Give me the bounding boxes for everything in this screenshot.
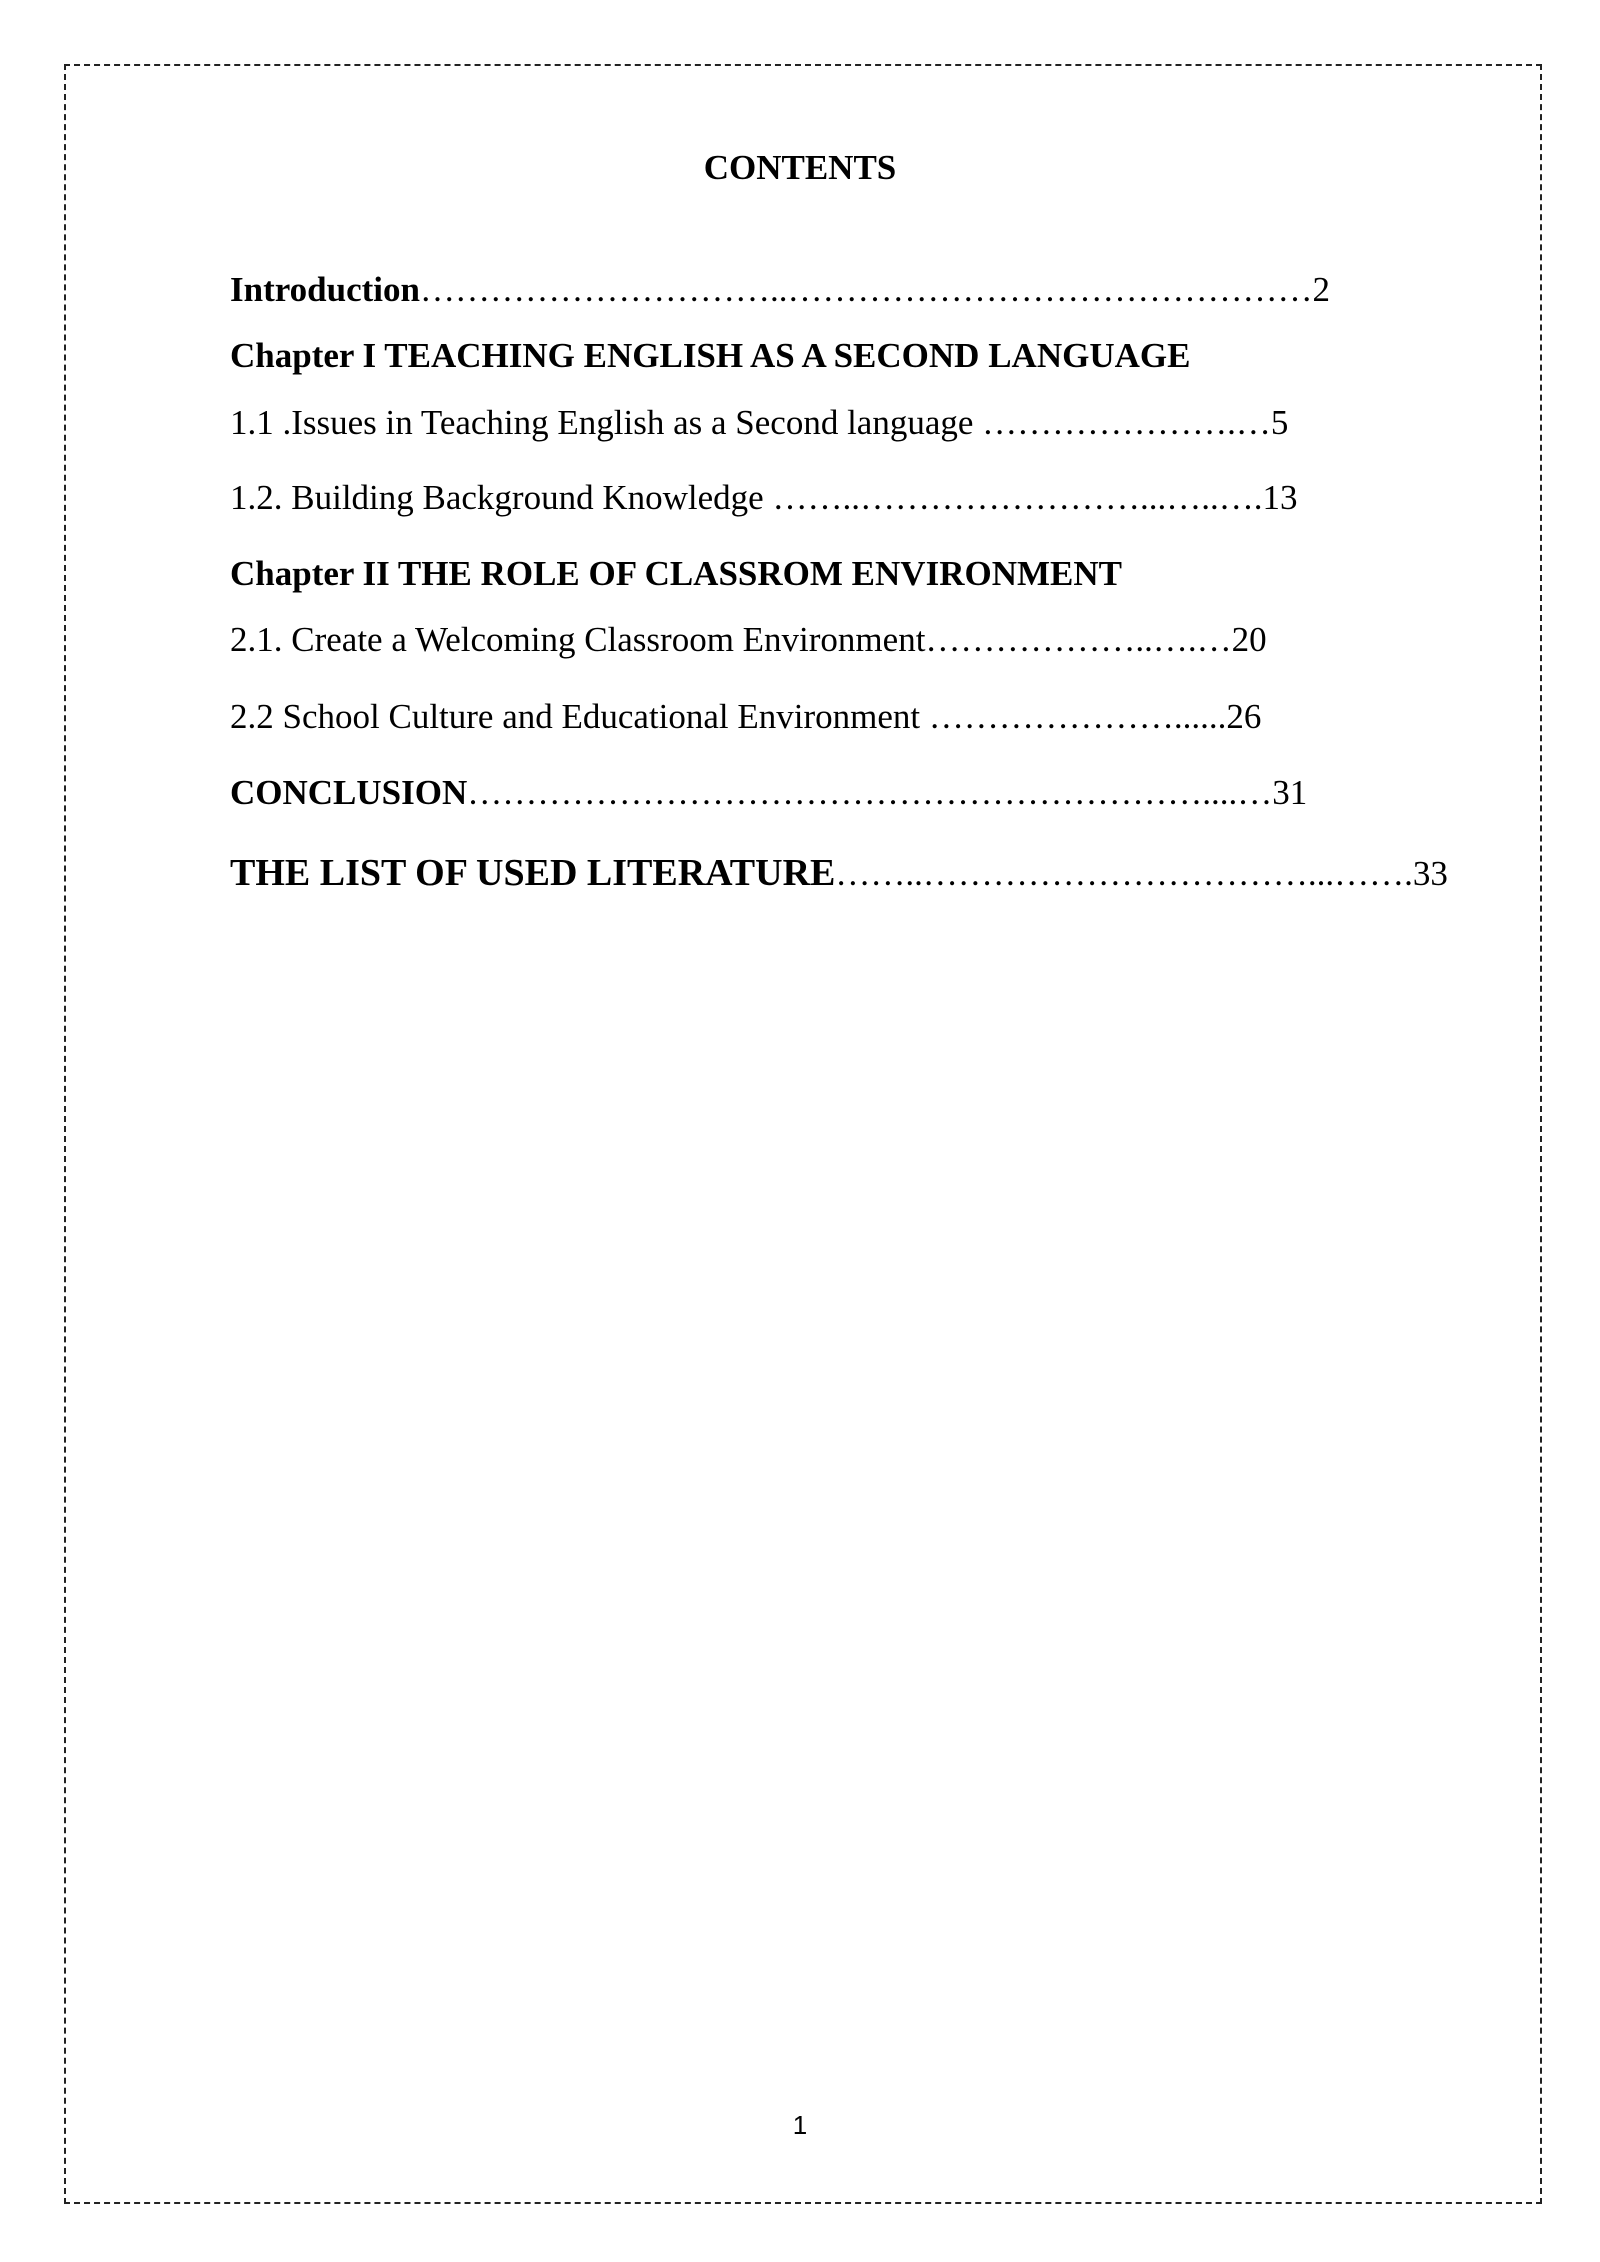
toc-entry-leader: ……..……………………………...……. <box>835 854 1413 893</box>
toc-chapter-label: Chapter I TEACHING ENGLISH AS A SECOND LANGUAGE <box>230 336 1191 375</box>
toc-entry-page: 31 <box>1272 773 1308 812</box>
toc-entry-2-2 <box>230 699 1261 734</box>
toc-entry-label: 2.2 School Culture and Educational Environment <box>230 697 921 736</box>
toc-entry-1-1 <box>230 405 1288 440</box>
toc-entry-page: 33 <box>1412 854 1448 893</box>
toc-entry-label: THE LIST OF USED LITERATURE <box>230 852 836 894</box>
toc-entry-introduction <box>230 272 1330 307</box>
toc-chapter-2 <box>230 556 1122 591</box>
toc-entry-label: 1.2. Building Background Knowledge <box>230 478 764 517</box>
toc-entry-literature <box>230 854 1448 892</box>
toc-entry-leader: …………………...... <box>920 697 1227 736</box>
page-title: CONTENTS <box>703 148 897 187</box>
page-number: 1 <box>792 2110 808 2140</box>
toc-entry-label: CONCLUSION <box>230 773 468 812</box>
toc-entry-page: 26 <box>1226 697 1262 736</box>
page-border <box>64 64 1542 2204</box>
toc-entry-leader: ………………….… <box>973 403 1271 442</box>
toc-entry-1-2 <box>230 480 1297 515</box>
toc-entry-2-1 <box>230 622 1267 657</box>
toc-entry-conclusion <box>230 775 1307 810</box>
toc-entry-page: 2 <box>1312 270 1330 309</box>
toc-entry-leader: ………………..….… <box>925 620 1232 659</box>
toc-entry-label: Introduction <box>230 270 420 309</box>
toc-chapter-1 <box>230 338 1190 373</box>
toc-entry-leader: ………………………………………………………....… <box>467 773 1273 812</box>
toc-entry-label: 1.1 .Issues in Teaching English as a Second language <box>230 403 974 442</box>
toc-entry-leader: ……..……………………...…..…. <box>763 478 1263 517</box>
toc-entry-label: 2.1. Create a Welcoming Classroom Environment <box>230 620 926 659</box>
toc-entry-leader: …………………………..……………………………………… <box>419 270 1313 309</box>
toc-chapter-label: Chapter II THE ROLE OF CLASSROM ENVIRONMENT <box>230 554 1122 593</box>
toc-entry-page: 5 <box>1270 403 1289 442</box>
toc-entry-page: 13 <box>1262 478 1298 517</box>
toc-entry-page: 20 <box>1231 620 1267 659</box>
